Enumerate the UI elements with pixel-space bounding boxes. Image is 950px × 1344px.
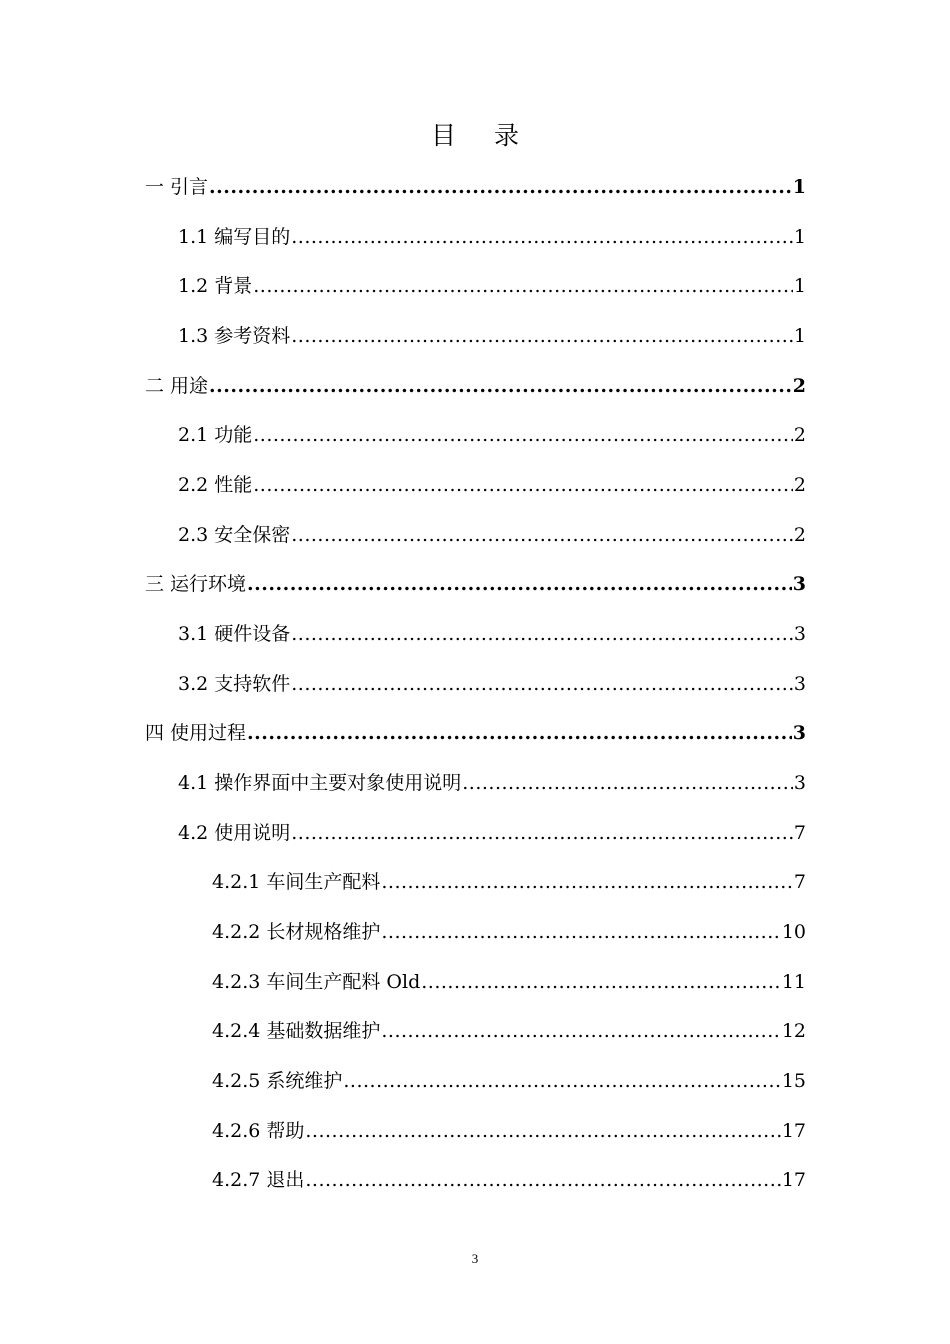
toc-entry-label: 2.1 功能 [178, 424, 253, 446]
toc-entry-chapter-3[interactable] [145, 571, 806, 597]
toc-entry-label: 4.2.4 基础数据维护 [212, 1020, 381, 1042]
toc-entry-label: 一 引言 [145, 176, 209, 198]
toc-entry-4-2[interactable] [178, 820, 806, 846]
dot-leader [291, 820, 793, 846]
toc-entry-chapter-4[interactable] [145, 720, 806, 746]
toc-entry-1-2[interactable] [178, 273, 806, 299]
toc-entry-4-2-1[interactable] [212, 869, 806, 895]
toc-entry-4-2-7[interactable] [212, 1167, 806, 1193]
toc-entry-4-2-5[interactable] [212, 1068, 806, 1094]
toc-entry-label: 4.2.3 车间生产配料 Old [212, 971, 421, 993]
dot-leader [291, 323, 793, 349]
toc-title-char-2: 录 [494, 121, 520, 150]
toc-entry-2-2[interactable] [178, 472, 806, 498]
dot-leader [291, 522, 793, 548]
toc-entry-page: 1 [793, 325, 806, 347]
toc-entry-page: 2 [793, 474, 806, 496]
dot-leader [209, 174, 792, 200]
toc-entry-label: 4.2.1 车间生产配料 [212, 871, 381, 893]
toc-entry-page: 2 [793, 424, 806, 446]
toc-entry-4-2-6[interactable] [212, 1118, 806, 1144]
toc-entry-chapter-2[interactable] [145, 373, 806, 399]
dot-leader [253, 273, 793, 299]
toc-entry-4-1[interactable] [178, 770, 806, 796]
dot-leader [291, 224, 793, 250]
dot-leader [462, 770, 793, 796]
toc-entry-chapter-1[interactable] [145, 174, 806, 200]
dot-leader [381, 1018, 780, 1044]
toc-entry-label: 1.2 背景 [178, 275, 253, 297]
toc-entry-3-2[interactable] [178, 671, 806, 697]
toc-entry-label: 三 运行环境 [145, 573, 247, 595]
toc-entry-label: 3.1 硬件设备 [178, 623, 291, 645]
toc-entry-page: 3 [793, 623, 806, 645]
toc-entry-page: 17 [781, 1169, 806, 1191]
toc-entry-4-2-3[interactable] [212, 969, 806, 995]
toc-entry-label: 2.2 性能 [178, 474, 253, 496]
page-number: 3 [471, 1251, 479, 1266]
toc-title [0, 116, 950, 152]
toc-entry-label: 四 使用过程 [145, 722, 247, 744]
toc-entry-label: 1.1 编写目的 [178, 226, 291, 248]
toc-entry-label: 4.2 使用说明 [178, 822, 291, 844]
toc-entry-label: 二 用途 [145, 375, 209, 397]
toc-entry-page: 1 [793, 275, 806, 297]
dot-leader [381, 919, 780, 945]
toc-entry-page: 12 [781, 1020, 806, 1042]
toc-entry-4-2-4[interactable] [212, 1018, 806, 1044]
toc-entry-1-3[interactable] [178, 323, 806, 349]
toc-entry-2-1[interactable] [178, 422, 806, 448]
toc-entry-3-1[interactable] [178, 621, 806, 647]
toc-entry-4-2-2[interactable] [212, 919, 806, 945]
toc-entry-page: 11 [781, 971, 806, 993]
toc-entry-label: 4.2.6 帮助 [212, 1120, 305, 1142]
toc-entry-page: 3 [792, 573, 806, 595]
toc-entry-label: 1.3 参考资料 [178, 325, 291, 347]
toc-entry-page: 15 [781, 1070, 806, 1092]
dot-leader [305, 1118, 780, 1144]
toc-entry-page: 3 [793, 673, 806, 695]
dot-leader [343, 1068, 780, 1094]
dot-leader [209, 373, 792, 399]
toc-entry-page: 3 [792, 722, 806, 744]
dot-leader [291, 621, 793, 647]
dot-leader [305, 1167, 780, 1193]
toc-entry-page: 7 [793, 871, 806, 893]
toc-entry-label: 4.2.2 长材规格维护 [212, 921, 381, 943]
dot-leader [253, 472, 793, 498]
toc-entry-label: 4.1 操作界面中主要对象使用说明 [178, 772, 462, 794]
toc-entry-1-1[interactable] [178, 224, 806, 250]
toc-title-char-1: 目 [430, 121, 456, 150]
toc-entry-page: 2 [792, 375, 806, 397]
dot-leader [247, 720, 792, 746]
toc-entry-page: 2 [793, 524, 806, 546]
dot-leader [421, 969, 781, 995]
toc-entry-page: 1 [793, 226, 806, 248]
toc-entry-label: 4.2.7 退出 [212, 1169, 305, 1191]
dot-leader [291, 671, 793, 697]
toc-entry-page: 1 [792, 176, 806, 198]
dot-leader [253, 422, 793, 448]
dot-leader [247, 571, 792, 597]
toc-entry-page: 3 [793, 772, 806, 794]
toc-entry-page: 17 [781, 1120, 806, 1142]
toc-entry-page: 7 [793, 822, 806, 844]
toc-entry-label: 3.2 支持软件 [178, 673, 291, 695]
toc-entry-2-3[interactable] [178, 522, 806, 548]
dot-leader [381, 869, 793, 895]
toc-entry-label: 2.3 安全保密 [178, 524, 291, 546]
toc-entry-page: 10 [781, 921, 806, 943]
toc-entry-label: 4.2.5 系统维护 [212, 1070, 343, 1092]
